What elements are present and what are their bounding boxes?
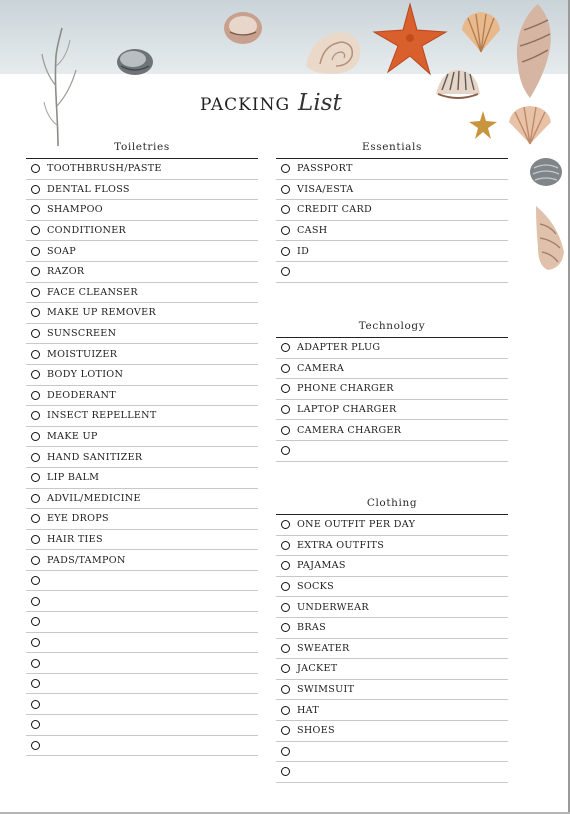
checkbox-circle-icon[interactable] (31, 247, 40, 256)
checklist-item-label: DENTAL FLOSS (47, 183, 130, 195)
checklist-row[interactable] (26, 447, 258, 468)
checklist-row[interactable] (276, 618, 508, 639)
checkbox-circle-icon[interactable] (281, 767, 290, 776)
checklist-row[interactable] (276, 597, 508, 618)
checkbox-circle-icon[interactable] (281, 603, 290, 612)
checkbox-circle-icon[interactable] (281, 384, 290, 393)
checkbox-circle-icon[interactable] (31, 164, 40, 173)
checkbox-circle-icon[interactable] (31, 432, 40, 441)
checklist-row[interactable] (276, 742, 508, 763)
checklist-row[interactable] (26, 530, 258, 551)
checkbox-circle-icon[interactable] (31, 308, 40, 317)
checklist-row[interactable] (276, 359, 508, 380)
checklist-item-label: ONE OUTFIT PER DAY (297, 519, 416, 531)
checklist-item-label: MOISTUIZER (47, 348, 118, 360)
toiletries-heading: Toiletries (26, 136, 258, 159)
checklist-row[interactable] (26, 344, 258, 365)
checklist-row[interactable] (276, 659, 508, 680)
cowrie-shell-icon (222, 8, 264, 48)
clothing-list (276, 515, 508, 783)
essentials-list (276, 159, 508, 283)
checklist-item-label: CREDIT CARD (297, 204, 372, 216)
essentials-heading: Essentials (276, 136, 508, 159)
checklist-item-label: ADAPTER PLUG (297, 342, 381, 354)
checklist-item-label: BRAS (297, 622, 326, 634)
checklist-item-label: BODY LOTION (47, 369, 124, 381)
checkbox-circle-icon[interactable] (31, 411, 40, 420)
checklist-row[interactable] (26, 736, 258, 757)
checkbox-circle-icon[interactable] (31, 350, 40, 359)
checkbox-circle-icon[interactable] (31, 679, 40, 688)
checkbox-circle-icon[interactable] (281, 561, 290, 570)
checkbox-circle-icon[interactable] (281, 623, 290, 632)
checklist-item-label: JACKET (297, 663, 338, 675)
checkbox-circle-icon[interactable] (31, 185, 40, 194)
checklist-row[interactable] (26, 221, 258, 242)
clam-shell-icon (116, 46, 154, 78)
checklist-item-label: VISA/ESTA (297, 183, 354, 195)
checklist-row[interactable] (276, 536, 508, 557)
checkbox-circle-icon[interactable] (281, 541, 290, 550)
checklist-row[interactable] (276, 221, 508, 242)
checkbox-circle-icon[interactable] (281, 205, 290, 214)
checkbox-circle-icon[interactable] (31, 535, 40, 544)
checklist-row[interactable] (276, 577, 508, 598)
toiletries-list (26, 159, 258, 756)
starfish-icon (372, 2, 448, 76)
checklist-item-label: HAT (297, 704, 320, 716)
checkbox-circle-icon[interactable] (281, 582, 290, 591)
checkbox-circle-icon[interactable] (31, 494, 40, 503)
checklist-row[interactable] (276, 241, 508, 262)
checklist-row[interactable] (276, 639, 508, 660)
checklist-item-label: SWIMSUIT (297, 684, 355, 696)
essentials-section (276, 136, 508, 283)
checkbox-circle-icon[interactable] (31, 659, 40, 668)
checklist-row[interactable] (276, 441, 508, 462)
checkbox-circle-icon[interactable] (281, 164, 290, 173)
checklist-item-label: CAMERA CHARGER (297, 424, 402, 436)
checklist-row[interactable] (26, 283, 258, 304)
checklist-item-label: TOOTHBRUSH/PASTE (47, 163, 162, 175)
checkbox-circle-icon[interactable] (281, 706, 290, 715)
checklist-item-label: SOCKS (297, 581, 335, 593)
checkbox-circle-icon[interactable] (281, 446, 290, 455)
checkbox-circle-icon[interactable] (281, 644, 290, 653)
scallop-shell-icon (506, 104, 554, 146)
checklist-row[interactable] (276, 680, 508, 701)
checklist-row[interactable] (26, 406, 258, 427)
checklist-item-label: LIP BALM (47, 472, 100, 484)
conch-shell-icon (528, 204, 568, 272)
checkbox-circle-icon[interactable] (31, 597, 40, 606)
checklist-row[interactable] (276, 700, 508, 721)
clothing-heading: Clothing (276, 492, 508, 515)
spiral-shell-icon (302, 26, 364, 78)
checklist-row[interactable] (276, 762, 508, 783)
checklist-row[interactable] (276, 200, 508, 221)
checkbox-circle-icon[interactable] (281, 247, 290, 256)
checklist-item-label: PADS/TAMPON (47, 554, 126, 566)
checkbox-circle-icon[interactable] (31, 700, 40, 709)
checklist-item-label: SWEATER (297, 642, 350, 654)
checkbox-circle-icon[interactable] (31, 288, 40, 297)
checklist-row[interactable] (26, 571, 258, 592)
seaweed-icon (36, 26, 82, 148)
checklist-row[interactable] (276, 420, 508, 441)
checklist-item-label: MAKE UP REMOVER (47, 307, 156, 319)
checklist-row[interactable] (276, 721, 508, 742)
checkbox-circle-icon[interactable] (31, 638, 40, 647)
clam-shell-icon (434, 68, 482, 102)
checklist-row[interactable] (26, 633, 258, 654)
checklist-row[interactable] (276, 338, 508, 359)
checklist-item-label: PAJAMAS (297, 560, 346, 572)
checkbox-circle-icon[interactable] (31, 720, 40, 729)
checkbox-circle-icon[interactable] (281, 520, 290, 529)
checklist-row[interactable] (276, 400, 508, 421)
checklist-item-label: FACE CLEANSER (47, 286, 138, 298)
checklist-item-label: PHONE CHARGER (297, 383, 394, 395)
checklist-item-label: CAMERA (297, 362, 345, 374)
title-script: List (298, 90, 342, 116)
checkbox-circle-icon[interactable] (31, 226, 40, 235)
checkbox-circle-icon[interactable] (281, 343, 290, 352)
checklist-item-label: CONDITIONER (47, 225, 127, 237)
technology-list (276, 338, 508, 462)
checkbox-circle-icon[interactable] (281, 685, 290, 694)
checkbox-circle-icon[interactable] (31, 741, 40, 750)
checklist-row[interactable] (26, 694, 258, 715)
checkbox-circle-icon[interactable] (31, 556, 40, 565)
technology-section (276, 315, 508, 462)
technology-heading: Technology (276, 315, 508, 338)
checklist-item-label: UNDERWEAR (297, 601, 369, 613)
checklist-row[interactable] (26, 241, 258, 262)
checklist-item-label: INSECT REPELLENT (47, 410, 157, 422)
toiletries-section (26, 136, 258, 756)
checklist-row[interactable] (276, 180, 508, 201)
checklist-row[interactable] (276, 379, 508, 400)
checklist-item-label: PASSPORT (297, 163, 353, 175)
checklist-item-label: SHAMPOO (47, 204, 103, 216)
checklist-row[interactable] (26, 468, 258, 489)
checkbox-circle-icon[interactable] (31, 370, 40, 379)
checklist-row[interactable] (26, 715, 258, 736)
clothing-section (276, 492, 508, 783)
oyster-shell-icon (528, 156, 564, 188)
checklist-item-label: DEODERANT (47, 389, 116, 401)
checklist-item-label: HAND SANITIZER (47, 451, 143, 463)
checkbox-circle-icon[interactable] (31, 391, 40, 400)
checklist-item-label: LAPTOP CHARGER (297, 404, 397, 416)
checkbox-circle-icon[interactable] (281, 747, 290, 756)
checklist-row[interactable] (26, 303, 258, 324)
title-caps: PACKING (200, 95, 291, 115)
checklist-row[interactable] (276, 262, 508, 283)
checklist-row[interactable] (26, 324, 258, 345)
checkbox-circle-icon[interactable] (281, 364, 290, 373)
checkbox-circle-icon[interactable] (31, 576, 40, 585)
checkbox-circle-icon[interactable] (281, 267, 290, 276)
conch-shell-icon (510, 2, 558, 100)
checkbox-circle-icon[interactable] (281, 426, 290, 435)
checklist-item-label: CASH (297, 225, 328, 237)
checklist-row[interactable] (26, 200, 258, 221)
checklist-item-label: ID (297, 245, 310, 257)
checklist-row[interactable] (26, 365, 258, 386)
checkbox-circle-icon[interactable] (31, 267, 40, 276)
checklist-row[interactable] (26, 674, 258, 695)
checkbox-circle-icon[interactable] (281, 405, 290, 414)
checkbox-circle-icon[interactable] (31, 617, 40, 626)
checklist-row[interactable] (26, 427, 258, 448)
checklist-row[interactable] (276, 159, 508, 180)
checklist-item-label: ADVIL/MEDICINE (47, 492, 141, 504)
checklist-item-label: RAZOR (47, 266, 85, 278)
checklist-row[interactable] (26, 489, 258, 510)
page-title (200, 90, 342, 116)
checklist-item-label: SOAP (47, 245, 77, 257)
scallop-shell-icon (458, 10, 504, 54)
checklist-row[interactable] (26, 612, 258, 633)
checklist-row[interactable] (26, 262, 258, 283)
checklist-item-label: EYE DROPS (47, 513, 109, 525)
checkbox-circle-icon[interactable] (31, 453, 40, 462)
checklist-row[interactable] (26, 591, 258, 612)
checklist-row[interactable] (26, 653, 258, 674)
checklist-row[interactable] (26, 159, 258, 180)
checklist-item-label: MAKE UP (47, 431, 98, 443)
checklist-item-label: SUNSCREEN (47, 328, 117, 340)
checkbox-circle-icon[interactable] (31, 205, 40, 214)
checklist-item-label: HAIR TIES (47, 533, 103, 545)
checklist-row[interactable] (276, 556, 508, 577)
checkbox-circle-icon[interactable] (31, 473, 40, 482)
checklist-row[interactable] (276, 515, 508, 536)
checkbox-circle-icon[interactable] (281, 664, 290, 673)
checklist-item-label: SHOES (297, 725, 335, 737)
checkbox-circle-icon[interactable] (281, 226, 290, 235)
checkbox-circle-icon[interactable] (31, 514, 40, 523)
checkbox-circle-icon[interactable] (281, 185, 290, 194)
checklist-row[interactable] (26, 180, 258, 201)
checklist-item-label: EXTRA OUTFITS (297, 539, 385, 551)
checklist-row[interactable] (26, 509, 258, 530)
checkbox-circle-icon[interactable] (281, 726, 290, 735)
checkbox-circle-icon[interactable] (31, 329, 40, 338)
checklist-row[interactable] (26, 386, 258, 407)
checklist-row[interactable] (26, 550, 258, 571)
